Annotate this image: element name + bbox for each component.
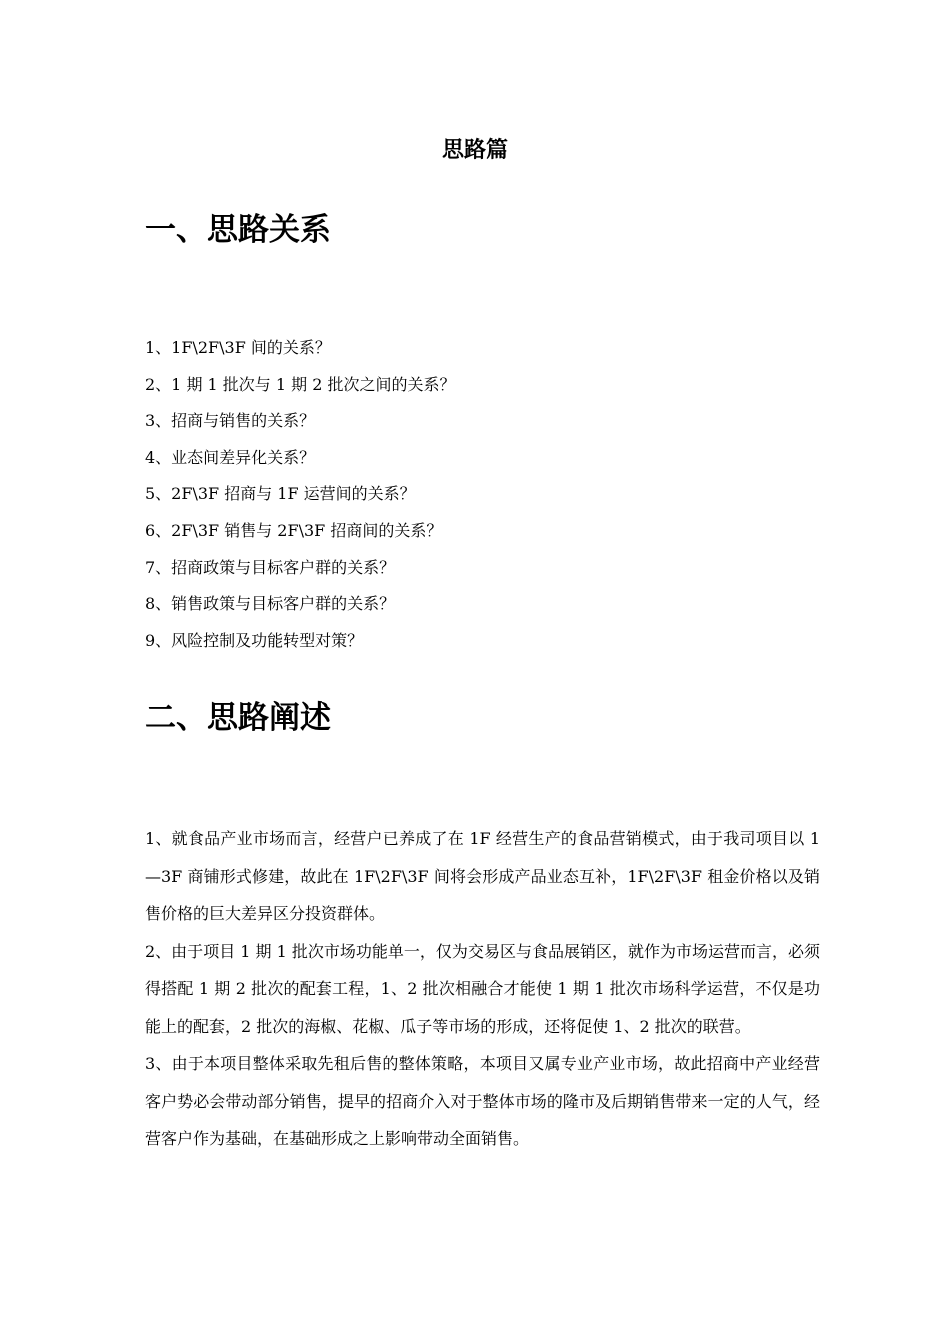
list-item: 7、招商政策与目标客户群的关系？	[145, 557, 396, 577]
elaboration-body	[145, 820, 820, 1158]
list-item: 2、1 期 1 批次与 1 期 2 批次之间的关系？	[145, 374, 456, 394]
document-title: 思路篇	[441, 138, 508, 163]
list-item: 9、风险控制及功能转型对策？	[145, 630, 364, 650]
body-paragraph: 2、由于项目 1 期 1 批次市场功能单一，仅为交易区与食品展销区，就作为市场运营而言，必须得搭配 1 期 2 批次的配套工程，1、2 批次相融合才能使 1 期 1 批次市场科学运营，不仅是功能上的配套，2 批次的海椒、花椒、瓜子等市场的形成，还将促使 1、2 批次的联营。	[145, 941, 820, 1036]
section-heading-elaboration: 二、思路阐述	[145, 700, 331, 736]
body-paragraph: 3、由于本项目整体采取先租后售的整体策略，本项目又属专业产业市场，故此招商中产业经营客户势必会带动部分销售，提早的招商介入对于整体市场的隆市及后期销售带来一定的人气，经营客户作为基础，在基础形成之上影响带动全面销售。	[145, 1054, 820, 1148]
body-paragraph: 1、就食品产业市场而言，经营户已养成了在 1F 经营生产的食品营销模式，由于我司项目以 1—3F 商铺形式修建，故此在 1F\2F\3F 间将会形成产品业态互补，1F\2F\3F 租金价格以及销售价格的巨大差异区分投资群体。	[145, 829, 820, 923]
section-heading-relations: 一、思路关系	[145, 212, 331, 248]
list-item: 4、业态间差异化关系？	[145, 447, 316, 467]
list-item: 6、2F\3F 销售与 2F\3F 招商间的关系？	[145, 520, 443, 540]
relations-question-list	[145, 334, 825, 663]
list-item: 3、招商与销售的关系？	[145, 411, 316, 431]
list-item: 1、1F\2F\3F 间的关系？	[145, 338, 331, 357]
list-item: 5、2F\3F 招商与 1F 运营间的关系？	[145, 484, 416, 504]
list-item: 8、销售政策与目标客户群的关系？	[145, 594, 396, 614]
